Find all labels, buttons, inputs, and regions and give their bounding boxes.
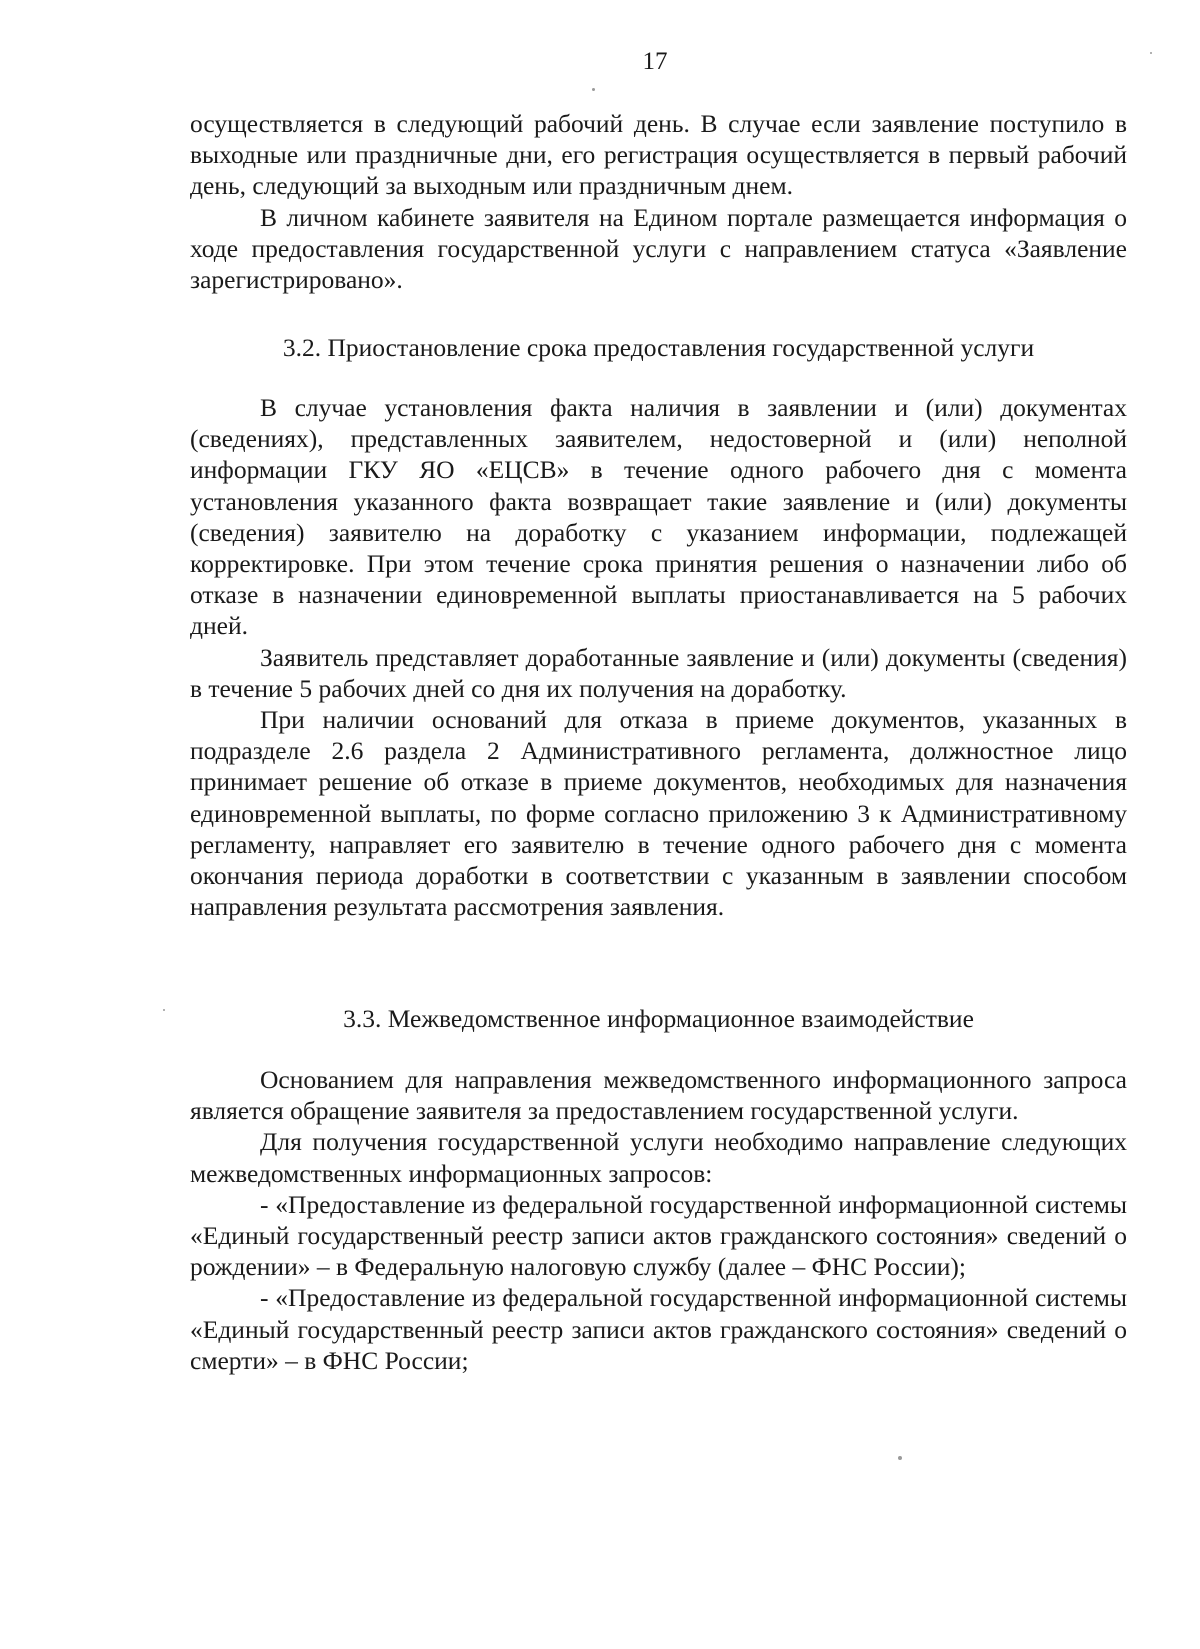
paragraph-requests-needed: Для получения государственной услуги необходимо направление следующих межведомственных информационных запросов: — [190, 1127, 1127, 1188]
section-3-2-body — [190, 392, 1127, 922]
scan-speck — [592, 88, 595, 91]
list-item-death-records: - «Предоставление из федеральной государственной информационной системы «Единый государственный реестр записи актов гражданского состояния» сведений о смерти» – в ФНС России; — [190, 1283, 1127, 1375]
section-3-1-continuation — [190, 108, 1127, 295]
section-3-3-body — [190, 1064, 1127, 1376]
section-heading-3-2: 3.2. Приостановление срока предоставления государственной услуги — [282, 333, 1035, 362]
paragraph-refusal-grounds: При наличии оснований для отказа в приеме документов, указанных в подразделе 2.6 раздела 2 Административного регламента, должностное лицо принимает решение об отказе в приеме документов, необходимых для назначения единовременной выплаты, по форме согласно приложению 3 к Административному регламенту, направляет его заявителю в течение одного рабочего дня с момента окончания периода доработки в соответствии с указанным в заявлении способом направления результата рассмотрения заявления. — [190, 705, 1127, 922]
scan-speck — [1150, 52, 1152, 54]
list-item-birth-records: - «Предоставление из федеральной государственной информационной системы «Единый государственный реестр записи актов гражданского состояния» сведений о рождении» – в Федеральную налоговую службу (далее – ФНС России); — [190, 1189, 1127, 1282]
section-heading-3-3: 3.3. Межведомственное информационное взаимодействие — [343, 1004, 974, 1033]
scan-speck — [163, 1009, 165, 1011]
paragraph-revised-documents: Заявитель представляет доработанные заявление и (или) документы (сведения) в течение 5 рабочих дней со дня их получения на доработку. — [190, 642, 1127, 703]
page-number: 17 — [642, 48, 668, 75]
paragraph-registration-continued: осуществляется в следующий рабочий день. В случае если заявление поступило в выходные или праздничные дни, его регистрация осуществляется в первый рабочий день, следующий за выходным или праздничным днем. — [190, 109, 1127, 201]
scan-speck — [898, 1456, 902, 1460]
paragraph-personal-cabinet: В личном кабинете заявителя на Едином портале размещается информация о ходе предоставления государственной услуги с направлением статуса «Заявление зарегистрировано». — [190, 202, 1127, 295]
paragraph-suspension-case: В случае установления факта наличия в заявлении и (или) документах (сведениях), представленных заявителем, недостоверной и (или) неполной информации ГКУ ЯО «ЕЦСВ» в течение одного рабочего дня с момента установления указанного факта возвращает такие заявление и (или) документы (сведения) заявителю на доработку с указанием информации, подлежащей корректировке. При этом течение срока принятия решения о назначении либо об отказе в назначении единовременной выплаты приостанавливается на 5 рабочих дней. — [190, 393, 1127, 641]
paragraph-request-basis: Основанием для направления межведомственного информационного запроса является обращение заявителя за предоставлением государственной услуги. — [190, 1065, 1127, 1126]
